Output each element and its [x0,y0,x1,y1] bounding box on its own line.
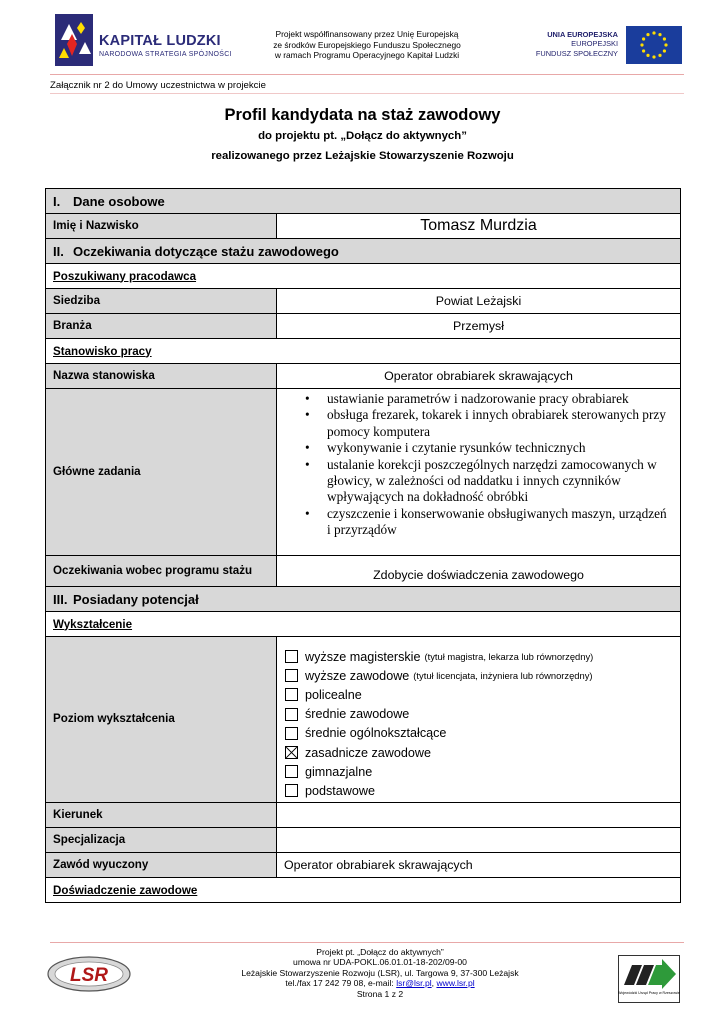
eu-logo-line-2: EUROPEJSKI [571,39,618,49]
industry-value[interactable]: Przemysł [453,319,504,333]
row-direction [46,803,680,828]
section-number: I. [53,193,61,209]
position-name-value[interactable]: Operator obrabiarek skrawających [384,369,573,383]
cofinancing-line-1: Projekt współfinansowany przez Unię Europejską [275,29,459,39]
task-item: • ustawianie parametrów i nadzorowanie pracy obrabiarek [305,391,670,407]
eu-logo-line-3: FUNDUSZ SPOŁECZNY [535,48,618,58]
document-subtitle-organizer: realizowanego przez Leżajskie Stowarzyszenie Rozwoju [211,150,514,162]
education-option-note: (tytuł licencjata, inżyniera lub równorzędny) [413,670,593,682]
footer-agreement: umowa nr UDA-POKL.06.01.01-18-202/09-00 [293,957,467,968]
section-potential [46,587,680,612]
education-option-label: wyższe zawodowe [305,668,410,683]
cofinancing-line-3: w ramach Programu Operacyjnego Kapitał Ludzki [274,50,460,61]
education-option[interactable] [285,647,680,666]
education-checkbox[interactable] [285,765,298,778]
section-title: Oczekiwania dotyczące stażu zawodowego [73,243,339,259]
education-checkbox[interactable] [285,746,298,759]
document-title-block [0,104,725,166]
education-option-note: (tytuł magistra, lekarza lub równorzędny) [424,651,594,663]
industry-label: Branża [46,314,277,338]
row-main-tasks [46,389,680,556]
footer-contact-text: tel./fax 17 242 79 08, e-mail: [285,978,397,989]
section-number: III. [53,591,68,607]
subsection-education: Wykształcenie [46,612,680,637]
eu-logo-line-1: UNIA EUROPEJSKA [547,30,618,39]
education-checkbox[interactable] [285,688,298,701]
row-seat [46,289,680,314]
main-tasks-label: Główne zadania [46,389,277,555]
education-option[interactable] [285,762,680,781]
cofinancing-note [242,29,492,61]
expectations-label: Oczekiwania wobec programu stażu [46,556,277,586]
lsr-logo-text: LSR [70,965,108,986]
education-option[interactable] [285,781,680,800]
education-option-label: gimnazjalne [305,764,373,779]
footer-email-link[interactable]: lsr@lsr.pl [396,978,432,989]
kapital-ludzki-logo [55,14,230,66]
profession-label: Zawód wyuczony [46,853,277,877]
document-subtitle-project: do projektu pt. „Dołącz do aktywnych” [258,130,467,142]
seat-label: Siedziba [46,289,277,313]
education-checkbox[interactable] [285,727,298,740]
footer-contact [180,978,580,988]
task-item: • ustalanie korekcji poszczególnych narzędzi zamocowanych w głowicy, w zależności od naddatku i innych czynników wpływających na dokładność obróbki [305,457,670,506]
eu-flag-icon [626,26,682,64]
header-divider [50,74,684,75]
education-option-label: zasadnicze zawodowe [305,745,432,760]
row-industry [46,314,680,339]
education-checkbox[interactable] [285,784,298,797]
specialization-value[interactable] [277,828,680,852]
footer-page-number: Strona 1 z 2 [356,988,404,999]
direction-label: Kierunek [46,803,277,827]
subsection-employer: Poszukiwany pracodawca [46,264,680,289]
footer-address: Leżajskie Stowarzyszenie Rozwoju (LSR), ul. Targowa 9, 37-300 Leżajsk [241,967,519,978]
footer-text [180,947,580,999]
education-option-label: średnie ogólnokształcące [305,726,447,741]
education-option[interactable] [285,743,680,762]
footer-website-link[interactable]: www.lsr.pl [436,978,475,989]
eu-logo-text [510,30,618,58]
candidate-profile-form [45,188,681,903]
seat-value[interactable]: Powiat Leżajski [435,294,522,308]
expectations-value[interactable]: Zdobycie doświadczenia zawodowego [373,568,584,582]
profession-value[interactable]: Operator obrabiarek skrawających [284,858,473,872]
education-checkbox[interactable] [285,708,298,721]
row-specialization [46,828,680,853]
education-level-label: Poziom wykształcenia [46,637,277,802]
education-option[interactable] [285,724,680,743]
education-option[interactable] [285,705,680,724]
position-name-label: Nazwa stanowiska [46,364,277,388]
kapital-ludzki-title: KAPITAŁ LUDZKI [99,33,221,49]
subsection-experience: Doświadczenie zawodowe [46,878,680,902]
task-item: • obsługa frezarek, tokarek i innych obrabiarek sterowanych przy pomocy komputera [305,407,670,440]
education-option[interactable] [285,666,680,685]
education-checkbox[interactable] [285,669,298,682]
direction-value[interactable] [277,803,680,827]
kapital-ludzki-emblem-icon [55,14,93,66]
full-name-label: Imię i Nazwisko [46,214,277,238]
annex-divider [50,93,684,94]
wup-logo-icon [618,955,680,1003]
education-option-label: policealne [305,687,362,702]
cofinancing-line-2: ze środków Europejskiego Funduszu Społecznego [273,39,461,50]
section-number: II. [53,243,64,259]
row-full-name [46,214,680,239]
page-header [0,0,725,76]
footer-separator: , [431,978,437,989]
education-option[interactable] [285,685,680,704]
main-tasks-value[interactable] [277,389,680,555]
task-item: • wykonywanie i czytanie rysunków technicznych [305,440,670,456]
education-option-label: podstawowe [305,783,376,798]
row-expectations [46,556,680,587]
section-title: Dane osobowe [73,193,165,209]
education-level-options [277,637,680,802]
wup-logo-text: Wojewódzki Urząd Pracy w Rzeszowie [618,991,680,995]
main-tasks-list [277,389,680,539]
kapital-ludzki-subtitle: NARODOWA STRATEGIA SPÓJNOŚCI [99,51,232,58]
task-item: • czyszczenie i konserwowanie obsługiwanych maszyn, urządzeń i przyrządów [305,506,670,539]
annex-note: Załącznik nr 2 do Umowy uczestnictwa w projekcie [50,80,266,91]
education-option-label: wyższe magisterskie [305,649,421,664]
subsection-position: Stanowisko pracy [46,339,680,364]
row-education-level [46,637,680,803]
footer-project: Projekt pt. „Dołącz do aktywnych” [316,947,444,957]
section-internship-expectations [46,239,680,264]
section-title: Posiadany potencjał [73,591,199,607]
section-personal-data [46,189,680,214]
specialization-label: Specjalizacja [46,828,277,852]
document-title: Profil kandydata na staż zawodowy [224,106,501,124]
row-profession [46,853,680,878]
full-name-value[interactable]: Tomasz Murdzia [420,217,537,234]
education-checkbox[interactable] [285,650,298,663]
footer-divider [50,942,684,943]
education-option-label: średnie zawodowe [305,707,410,722]
lsr-logo-icon [47,956,131,992]
row-position-name [46,364,680,389]
